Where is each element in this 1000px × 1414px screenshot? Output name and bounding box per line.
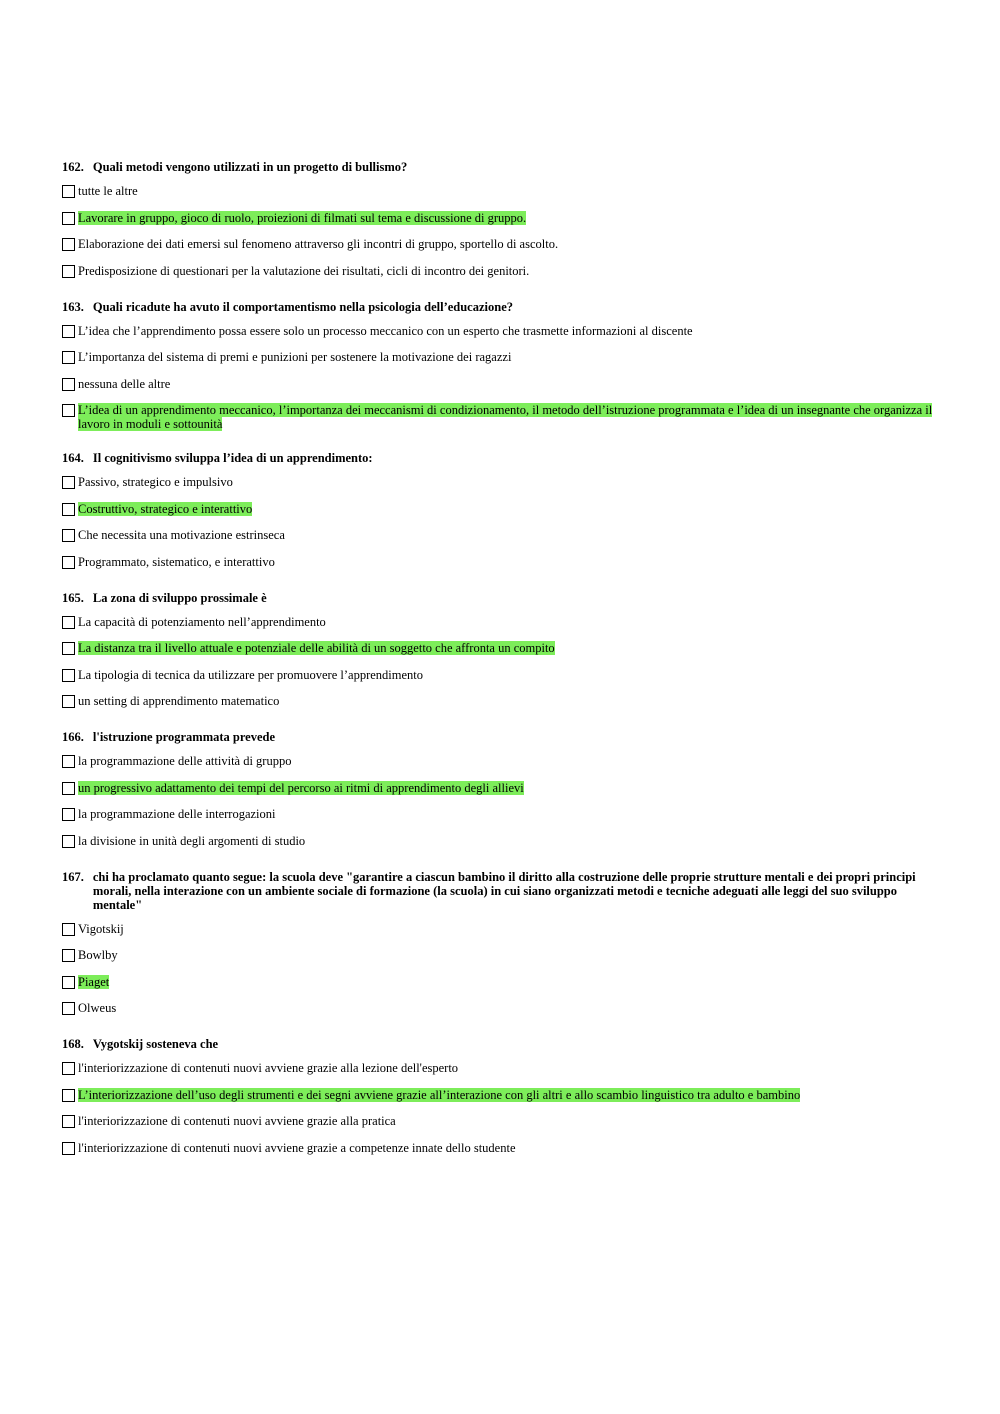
question-title [62,730,942,744]
answer-label-text: un setting di apprendimento matematico [78,694,280,708]
correct-answer-label [78,781,942,795]
answer-label [78,694,942,708]
answer-checkbox[interactable] [62,616,75,629]
answer-label-text: Bowlby [78,948,118,962]
question-text: l'istruzione programmata prevede [92,730,276,744]
answer-label-text: Predisposizione di questionari per la valutazione dei risultati, cicli di incontro dei genitori. [78,263,530,278]
question-number: 167. [62,869,84,884]
answer-label-text: Vigotskij [78,921,124,936]
answer-label-text: la programmazione delle attività di gruppo [78,754,292,768]
answer-checkbox[interactable] [62,556,75,569]
answer-checkbox[interactable] [62,1062,75,1075]
answer-checkbox[interactable] [62,404,75,417]
answer-checkbox[interactable] [62,835,75,848]
question-text: Vygotskij sosteneva che [92,1037,219,1051]
answer-label-text: Lavorare in gruppo, gioco di ruolo, proiezioni di filmati sul tema e discussione di gruppo. [78,210,527,225]
answer-option[interactable] [62,377,942,393]
answer-option[interactable] [62,641,942,657]
answer-option[interactable] [62,834,942,850]
answer-label [78,615,942,629]
answer-option[interactable] [62,324,942,340]
answer-option[interactable] [62,694,942,710]
answer-label [78,668,942,682]
answer-label [78,377,942,391]
question-number: 165. [62,590,84,605]
answer-label-text: tutte le altre [78,184,138,198]
answer-option[interactable] [62,975,942,991]
answer-label-text: L’importanza del sistema di premi e punizioni per sostenere la motivazione dei ragazzi [78,350,512,364]
question-title [62,870,942,912]
question-block [62,160,942,280]
question-text: Quali ricadute ha avuto il comportamentismo nella psicologia dell’educazione? [92,299,513,314]
answer-option[interactable] [62,781,942,797]
answer-label-text: nessuna delle altre [78,376,171,391]
answer-checkbox[interactable] [62,529,75,542]
answer-option[interactable] [62,237,942,253]
answer-label-text: Costruttivo, strategico e interattivo [78,501,253,516]
answer-checkbox[interactable] [62,503,75,516]
answer-option[interactable] [62,475,942,491]
correct-answer-label [78,1088,942,1102]
correct-answer-label [78,403,942,431]
answer-label-text: Elaborazione dei dati emersi sul fenomeno attraverso gli incontri di gruppo, sportello di ascolto. [78,237,559,251]
question-block [62,1037,942,1157]
answer-label-text: l'interiorizzazione di contenuti nuovi avviene grazie a competenze innate dello studente [78,1140,516,1155]
answer-label-text: Che necessita una motivazione estrinseca [78,528,285,542]
answer-label [78,1061,942,1075]
answer-checkbox[interactable] [62,923,75,936]
correct-answer-label [78,641,942,655]
answer-label-text: L’interiorizzazione dell’uso degli strumenti e dei segni avviene grazie all’interazione con gli altri e allo scambio linguistico tra adulto e bambino [78,1087,801,1102]
question-number: 166. [62,730,84,744]
question-block [62,870,942,1018]
answer-label [78,922,942,936]
question-block [62,730,942,850]
answer-label [78,948,942,962]
answer-label [78,350,942,364]
question-number: 164. [62,451,84,465]
question-number: 162. [62,160,84,174]
answer-option[interactable] [62,528,942,544]
question-block [62,451,942,571]
answer-checkbox[interactable] [62,949,75,962]
answer-option[interactable] [62,1001,942,1017]
answer-option[interactable] [62,615,942,631]
answer-checkbox[interactable] [62,476,75,489]
answer-label-text: La distanza tra il livello attuale e potenziale delle abilità di un soggetto che affronta un compito [78,641,555,655]
answer-label-text: un progressivo adattamento dei tempi del percorso ai ritmi di apprendimento degli allievi [78,780,524,795]
answer-label-text: Passivo, strategico e impulsivo [78,475,233,489]
answer-option[interactable] [62,184,942,200]
answer-label-text: Piaget [78,974,110,989]
answer-label-text: Olweus [78,1001,117,1015]
answer-label [78,264,942,278]
answer-label [78,324,942,338]
answer-label-text: l'interiorizzazione di contenuti nuovi avviene grazie alla lezione dell'esperto [78,1061,459,1075]
answer-label-text: La capacità di potenziamento nell’apprendimento [78,614,326,629]
answer-checkbox[interactable] [62,325,75,338]
answer-option[interactable] [62,264,942,280]
answer-checkbox[interactable] [62,782,75,795]
answer-checkbox[interactable] [62,1089,75,1102]
question-title [62,160,942,174]
question-title [62,451,942,465]
answer-checkbox[interactable] [62,1142,75,1155]
answer-label [78,475,942,489]
answer-option[interactable] [62,502,942,518]
answer-label [78,1114,942,1128]
question-text: La zona di sviluppo prossimale è [92,590,267,605]
answer-label [78,528,942,542]
answer-label [78,237,942,251]
answer-checkbox[interactable] [62,695,75,708]
question-block [62,591,942,711]
answer-checkbox[interactable] [62,669,75,682]
answer-option[interactable] [62,555,942,571]
question-number: 168. [62,1037,84,1051]
question-title [62,591,942,605]
answer-option[interactable] [62,922,942,938]
answer-label-text: La tipologia di tecnica da utilizzare per promuovere l’apprendimento [78,667,423,682]
answer-checkbox[interactable] [62,808,75,821]
correct-answer-label [78,502,942,516]
answer-option[interactable] [62,211,942,227]
question-block [62,300,942,432]
answer-option[interactable] [62,1061,942,1077]
answer-option[interactable] [62,668,942,684]
answer-label [78,807,942,821]
answer-checkbox[interactable] [62,1002,75,1015]
answer-label-text: L’idea di un apprendimento meccanico, l’importanza dei meccanismi di condizionamento, il metodo dell’istruzione programmata e l’idea di un insegnante che organizza il lavoro in moduli e sottounità [78,403,933,431]
answer-option[interactable] [62,403,942,431]
answer-label-text: la divisione in unità degli argomenti di studio [78,833,306,848]
question-text: chi ha proclamato quanto segue: la scuola deve "garantire a ciascun bambino il diritto alla costruzione delle proprie strutture mentali e dei propri principi morali, nella interazione con un ambiente sociale di formazione (la scuola) in cui siano organizzati metodi e tecniche adeguati alle leggi del suo sviluppo mentale" [92,869,916,912]
answer-checkbox[interactable] [62,265,75,278]
question-text: Il cognitivismo sviluppa l’idea di un apprendimento: [92,451,373,465]
answer-label [78,555,942,569]
answer-label [78,1141,942,1155]
correct-answer-label [78,975,942,989]
answer-checkbox[interactable] [62,755,75,768]
answer-label-text: l'interiorizzazione di contenuti nuovi avviene grazie alla pratica [78,1114,396,1128]
answer-checkbox[interactable] [62,378,75,391]
answer-checkbox[interactable] [62,212,75,225]
answer-label-text: L’idea che l’apprendimento possa essere solo un processo meccanico con un esperto che trasmette informazioni al discente [78,323,693,338]
answer-label-text: la programmazione delle interrogazioni [78,807,276,821]
answer-checkbox[interactable] [62,185,75,198]
answer-checkbox[interactable] [62,976,75,989]
question-number: 163. [62,299,84,314]
answer-option[interactable] [62,948,942,964]
answer-checkbox[interactable] [62,1115,75,1128]
question-text: Quali metodi vengono utilizzati in un progetto di bullismo? [92,160,408,174]
answer-option[interactable] [62,1141,942,1157]
answer-checkbox[interactable] [62,351,75,364]
answer-label [78,754,942,768]
answer-option[interactable] [62,807,942,823]
question-title [62,300,942,314]
answer-checkbox[interactable] [62,238,75,251]
quiz-page [62,160,942,1177]
answer-option[interactable] [62,1088,942,1104]
answer-option[interactable] [62,1114,942,1130]
answer-label [78,184,942,198]
answer-label [78,1001,942,1015]
answer-option[interactable] [62,350,942,366]
correct-answer-label [78,211,942,225]
question-title [62,1037,942,1051]
answer-option[interactable] [62,754,942,770]
answer-checkbox[interactable] [62,642,75,655]
answer-label-text: Programmato, sistematico, e interattivo [78,554,275,569]
answer-label [78,834,942,848]
